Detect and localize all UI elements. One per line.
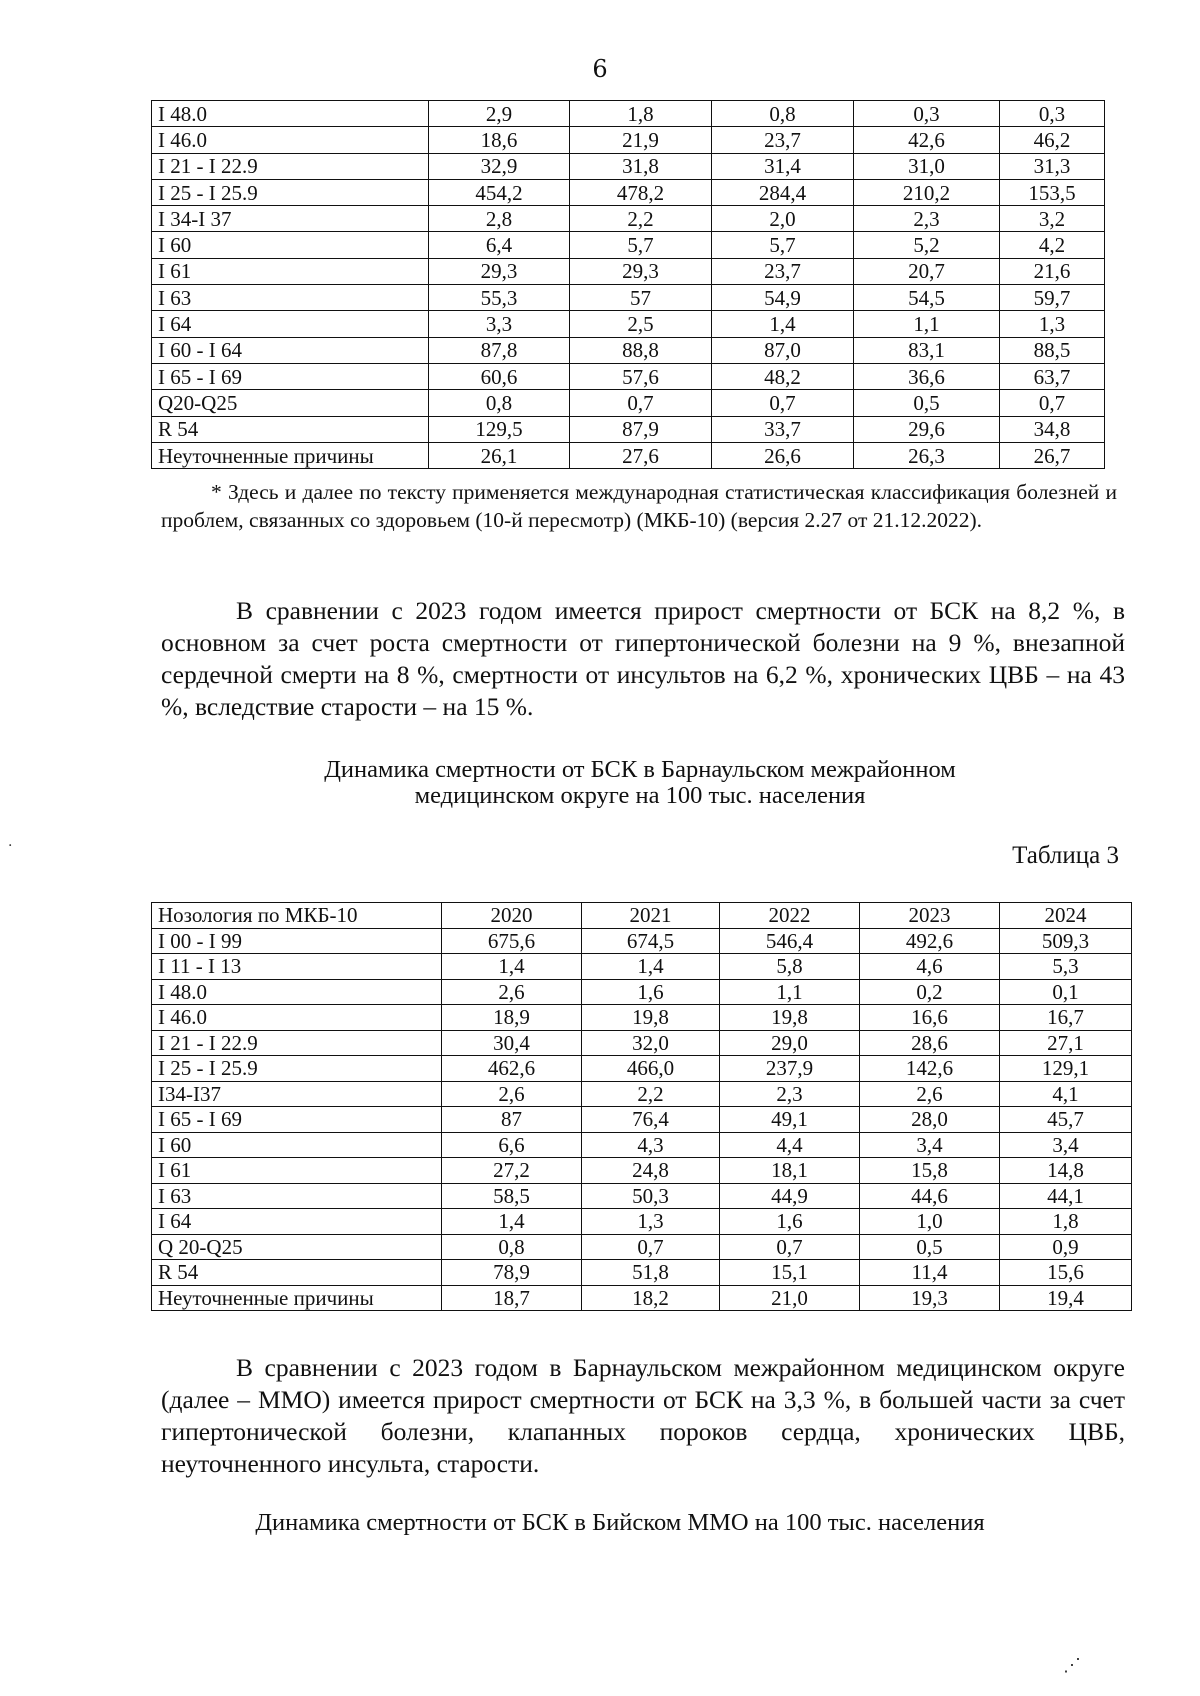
value-cell: 57,6 (570, 363, 712, 389)
heading-biysk: Динамика смертности от БСК в Бийском ММО на 100 тыс. населения (255, 1509, 985, 1536)
value-cell: 3,4 (860, 1132, 1000, 1158)
value-cell: 454,2 (429, 179, 570, 205)
value-cell: 88,5 (1000, 337, 1105, 363)
value-cell: 18,7 (442, 1285, 582, 1311)
value-cell: 2,8 (429, 206, 570, 232)
nosology-cell: I 00 - I 99 (152, 928, 442, 954)
value-cell: 5,3 (1000, 954, 1132, 980)
nosology-cell: R 54 (152, 1260, 442, 1286)
value-cell: 57 (570, 285, 712, 311)
value-cell: 5,8 (720, 954, 860, 980)
value-cell: 1,8 (1000, 1209, 1132, 1235)
value-cell: 5,7 (712, 232, 854, 258)
value-cell: 0,7 (720, 1234, 860, 1260)
table-row (152, 1285, 1132, 1311)
value-cell: 142,6 (860, 1056, 1000, 1082)
value-cell: 46,2 (1000, 127, 1105, 153)
value-cell: 2,3 (720, 1081, 860, 1107)
value-cell: 0,3 (1000, 101, 1105, 127)
nosology-cell: I 61 (152, 258, 429, 284)
value-cell: 44,6 (860, 1183, 1000, 1209)
value-cell: 26,6 (712, 442, 854, 468)
value-cell: 51,8 (582, 1260, 720, 1286)
table-row (152, 1158, 1132, 1184)
nosology-cell: I34-I37 (152, 1081, 442, 1107)
page-number: 6 (592, 55, 608, 83)
value-cell: 0,7 (712, 390, 854, 416)
value-cell: 76,4 (582, 1107, 720, 1133)
value-cell: 1,4 (442, 954, 582, 980)
signature-mark: ⋰ (1063, 1655, 1081, 1676)
value-cell: 29,3 (570, 258, 712, 284)
value-cell: 478,2 (570, 179, 712, 205)
value-cell: 0,5 (860, 1234, 1000, 1260)
value-cell: 2,9 (429, 101, 570, 127)
value-cell: 20,7 (854, 258, 1000, 284)
table-row (152, 1209, 1132, 1235)
value-cell: 26,3 (854, 442, 1000, 468)
value-cell: 284,4 (712, 179, 854, 205)
value-cell: 31,8 (570, 153, 712, 179)
value-cell: 0,9 (1000, 1234, 1132, 1260)
value-cell: 58,5 (442, 1183, 582, 1209)
value-cell: 153,5 (1000, 179, 1105, 205)
value-cell: 30,4 (442, 1030, 582, 1056)
value-cell: 1,1 (854, 311, 1000, 337)
value-cell: 23,7 (712, 258, 854, 284)
table-row (152, 285, 1105, 311)
value-cell: 42,6 (854, 127, 1000, 153)
table-row (152, 1030, 1132, 1056)
value-cell: 0,5 (854, 390, 1000, 416)
nosology-cell: I 48.0 (152, 979, 442, 1005)
value-cell: 0,1 (1000, 979, 1132, 1005)
value-cell: 29,6 (854, 416, 1000, 442)
value-cell: 4,1 (1000, 1081, 1132, 1107)
value-cell: 32,9 (429, 153, 570, 179)
header-year: 2022 (720, 903, 860, 929)
value-cell: 32,0 (582, 1030, 720, 1056)
nosology-cell: I 63 (152, 285, 429, 311)
value-cell: 87 (442, 1107, 582, 1133)
value-cell: 83,1 (854, 337, 1000, 363)
nosology-cell: I 60 (152, 1132, 442, 1158)
table-row (152, 1056, 1132, 1082)
nosology-cell: I 46.0 (152, 1005, 442, 1031)
table-row (152, 1081, 1132, 1107)
value-cell: 15,6 (1000, 1260, 1132, 1286)
value-cell: 5,7 (570, 232, 712, 258)
value-cell: 0,7 (582, 1234, 720, 1260)
value-cell: 44,1 (1000, 1183, 1132, 1209)
header-year: 2021 (582, 903, 720, 929)
value-cell: 4,4 (720, 1132, 860, 1158)
value-cell: 27,2 (442, 1158, 582, 1184)
value-cell: 59,7 (1000, 285, 1105, 311)
value-cell: 674,5 (582, 928, 720, 954)
value-cell: 15,8 (860, 1158, 1000, 1184)
heading-barnaul-line1: Динамика смертности от БСК в Барнаульском межрайонном (324, 756, 956, 783)
value-cell: 2,3 (854, 206, 1000, 232)
value-cell: 63,7 (1000, 363, 1105, 389)
table-row (152, 1234, 1132, 1260)
table-row (152, 337, 1105, 363)
table-row (152, 928, 1132, 954)
value-cell: 88,8 (570, 337, 712, 363)
value-cell: 0,8 (429, 390, 570, 416)
value-cell: 0,7 (570, 390, 712, 416)
value-cell: 2,6 (442, 979, 582, 1005)
nosology-cell: Неуточненные причины (152, 442, 429, 468)
value-cell: 18,1 (720, 1158, 860, 1184)
value-cell: 78,9 (442, 1260, 582, 1286)
table-row (152, 363, 1105, 389)
heading-barnaul-line2: медицинском округе на 100 тыс. населения (414, 782, 866, 809)
table-header-row (152, 903, 1132, 929)
value-cell: 462,6 (442, 1056, 582, 1082)
footnote-text: Здесь и далее по тексту применяется международная статистическая классификация болезней и проблем, связанных со здоровьем (10-й пересмотр) (МКБ-10) (версия 2.27 от 21.12.2022). (161, 480, 1117, 532)
value-cell: 50,3 (582, 1183, 720, 1209)
header-year: 2020 (442, 903, 582, 929)
value-cell: 210,2 (854, 179, 1000, 205)
nosology-cell: I 61 (152, 1158, 442, 1184)
value-cell: 2,6 (442, 1081, 582, 1107)
value-cell: 87,9 (570, 416, 712, 442)
value-cell: 1,4 (582, 954, 720, 980)
footnote (161, 478, 1117, 534)
table-row (152, 101, 1105, 127)
value-cell: 466,0 (582, 1056, 720, 1082)
nosology-cell: R 54 (152, 416, 429, 442)
table-caption: Таблица 3 (1012, 842, 1119, 869)
table-row (152, 258, 1105, 284)
table-row (152, 1005, 1132, 1031)
header-nosology: Нозология по МКБ-10 (152, 903, 442, 929)
value-cell: 31,3 (1000, 153, 1105, 179)
value-cell: 29,0 (720, 1030, 860, 1056)
paragraph-comparison-barnaul (161, 1352, 1125, 1480)
value-cell: 18,6 (429, 127, 570, 153)
table-row (152, 390, 1105, 416)
mortality-table-continued (151, 100, 1105, 469)
nosology-cell: I 21 - I 22.9 (152, 153, 429, 179)
value-cell: 45,7 (1000, 1107, 1132, 1133)
nosology-cell: I 64 (152, 311, 429, 337)
table-row (152, 311, 1105, 337)
value-cell: 19,4 (1000, 1285, 1132, 1311)
value-cell: 0,2 (860, 979, 1000, 1005)
value-cell: 5,2 (854, 232, 1000, 258)
value-cell: 19,8 (720, 1005, 860, 1031)
nosology-cell: I 60 (152, 232, 429, 258)
nosology-cell: I 63 (152, 1183, 442, 1209)
value-cell: 1,6 (720, 1209, 860, 1235)
value-cell: 21,6 (1000, 258, 1105, 284)
value-cell: 16,6 (860, 1005, 1000, 1031)
value-cell: 1,3 (582, 1209, 720, 1235)
value-cell: 33,7 (712, 416, 854, 442)
table-row (152, 979, 1132, 1005)
value-cell: 3,2 (1000, 206, 1105, 232)
table-row (152, 127, 1105, 153)
value-cell: 6,6 (442, 1132, 582, 1158)
value-cell: 0,8 (712, 101, 854, 127)
table-row (152, 232, 1105, 258)
value-cell: 1,4 (442, 1209, 582, 1235)
mortality-table-barnaul (151, 902, 1132, 1311)
value-cell: 2,2 (582, 1081, 720, 1107)
value-cell: 129,1 (1000, 1056, 1132, 1082)
value-cell: 1,4 (712, 311, 854, 337)
value-cell: 2,2 (570, 206, 712, 232)
value-cell: 546,4 (720, 928, 860, 954)
value-cell: 6,4 (429, 232, 570, 258)
value-cell: 44,9 (720, 1183, 860, 1209)
nosology-cell: I 65 - I 69 (152, 1107, 442, 1133)
value-cell: 31,0 (854, 153, 1000, 179)
value-cell: 129,5 (429, 416, 570, 442)
value-cell: 1,6 (582, 979, 720, 1005)
value-cell: 1,1 (720, 979, 860, 1005)
value-cell: 19,3 (860, 1285, 1000, 1311)
value-cell: 36,6 (854, 363, 1000, 389)
nosology-cell: I 48.0 (152, 101, 429, 127)
value-cell: 54,9 (712, 285, 854, 311)
nosology-cell: I 65 - I 69 (152, 363, 429, 389)
value-cell: 4,2 (1000, 232, 1105, 258)
value-cell: 1,3 (1000, 311, 1105, 337)
value-cell: 4,3 (582, 1132, 720, 1158)
footnote-star: * (211, 480, 222, 504)
value-cell: 87,0 (712, 337, 854, 363)
value-cell: 26,1 (429, 442, 570, 468)
value-cell: 0,3 (854, 101, 1000, 127)
nosology-cell: Q 20-Q25 (152, 1234, 442, 1260)
value-cell: 509,3 (1000, 928, 1132, 954)
value-cell: 54,5 (854, 285, 1000, 311)
nosology-cell: I 21 - I 22.9 (152, 1030, 442, 1056)
value-cell: 26,7 (1000, 442, 1105, 468)
value-cell: 4,6 (860, 954, 1000, 980)
value-cell: 3,3 (429, 311, 570, 337)
paragraph-comparison-region (161, 595, 1125, 723)
value-cell: 60,6 (429, 363, 570, 389)
value-cell: 1,8 (570, 101, 712, 127)
table-row (152, 206, 1105, 232)
value-cell: 18,2 (582, 1285, 720, 1311)
value-cell: 2,6 (860, 1081, 1000, 1107)
value-cell: 675,6 (442, 928, 582, 954)
table-row (152, 442, 1105, 468)
scan-speck: · (8, 838, 13, 854)
nosology-cell: Неуточненные причины (152, 1285, 442, 1311)
nosology-cell: I 46.0 (152, 127, 429, 153)
value-cell: 29,3 (429, 258, 570, 284)
value-cell: 0,7 (1000, 390, 1105, 416)
nosology-cell: I 64 (152, 1209, 442, 1235)
value-cell: 27,6 (570, 442, 712, 468)
value-cell: 237,9 (720, 1056, 860, 1082)
value-cell: 16,7 (1000, 1005, 1132, 1031)
value-cell: 49,1 (720, 1107, 860, 1133)
nosology-cell: I 34-I 37 (152, 206, 429, 232)
value-cell: 31,4 (712, 153, 854, 179)
value-cell: 21,9 (570, 127, 712, 153)
value-cell: 14,8 (1000, 1158, 1132, 1184)
value-cell: 0,8 (442, 1234, 582, 1260)
nosology-cell: I 60 - I 64 (152, 337, 429, 363)
table-row (152, 416, 1105, 442)
paragraph-1-text: В сравнении с 2023 годом имеется прирост смертности от БСК на 8,2 %, в основном за счет роста смертности от гипертонической болезни на 9 %, внезапной сердечной смерти на 8 %, смертности от инсультов на 6,2 %, хронических ЦВБ – на 43 %, вследствие старости – на 15 %. (161, 596, 1125, 721)
nosology-cell: Q20-Q25 (152, 390, 429, 416)
value-cell: 27,1 (1000, 1030, 1132, 1056)
value-cell: 11,4 (860, 1260, 1000, 1286)
value-cell: 28,0 (860, 1107, 1000, 1133)
value-cell: 23,7 (712, 127, 854, 153)
value-cell: 15,1 (720, 1260, 860, 1286)
value-cell: 2,0 (712, 206, 854, 232)
table-row (152, 1183, 1132, 1209)
table-row (152, 153, 1105, 179)
value-cell: 87,8 (429, 337, 570, 363)
heading-barnaul (0, 757, 1200, 809)
table-row (152, 1260, 1132, 1286)
nosology-cell: I 25 - I 25.9 (152, 179, 429, 205)
value-cell: 2,5 (570, 311, 712, 337)
value-cell: 21,0 (720, 1285, 860, 1311)
table-row (152, 1107, 1132, 1133)
value-cell: 1,0 (860, 1209, 1000, 1235)
nosology-cell: I 11 - I 13 (152, 954, 442, 980)
header-year: 2024 (1000, 903, 1132, 929)
table-row (152, 954, 1132, 980)
table-row (152, 1132, 1132, 1158)
value-cell: 55,3 (429, 285, 570, 311)
nosology-cell: I 25 - I 25.9 (152, 1056, 442, 1082)
value-cell: 3,4 (1000, 1132, 1132, 1158)
table-row (152, 179, 1105, 205)
value-cell: 19,8 (582, 1005, 720, 1031)
value-cell: 28,6 (860, 1030, 1000, 1056)
value-cell: 34,8 (1000, 416, 1105, 442)
value-cell: 18,9 (442, 1005, 582, 1031)
value-cell: 492,6 (860, 928, 1000, 954)
paragraph-2-text: В сравнении с 2023 годом в Барнаульском межрайонном медицинском округе (далее – ММО) имеется прирост смертности от БСК на 3,3 %, в большей части за счет гипертонической болезни, клапанных пороков сердца, хронических ЦВБ, неуточненного инсульта, старости. (161, 1353, 1125, 1478)
value-cell: 48,2 (712, 363, 854, 389)
header-year: 2023 (860, 903, 1000, 929)
value-cell: 24,8 (582, 1158, 720, 1184)
